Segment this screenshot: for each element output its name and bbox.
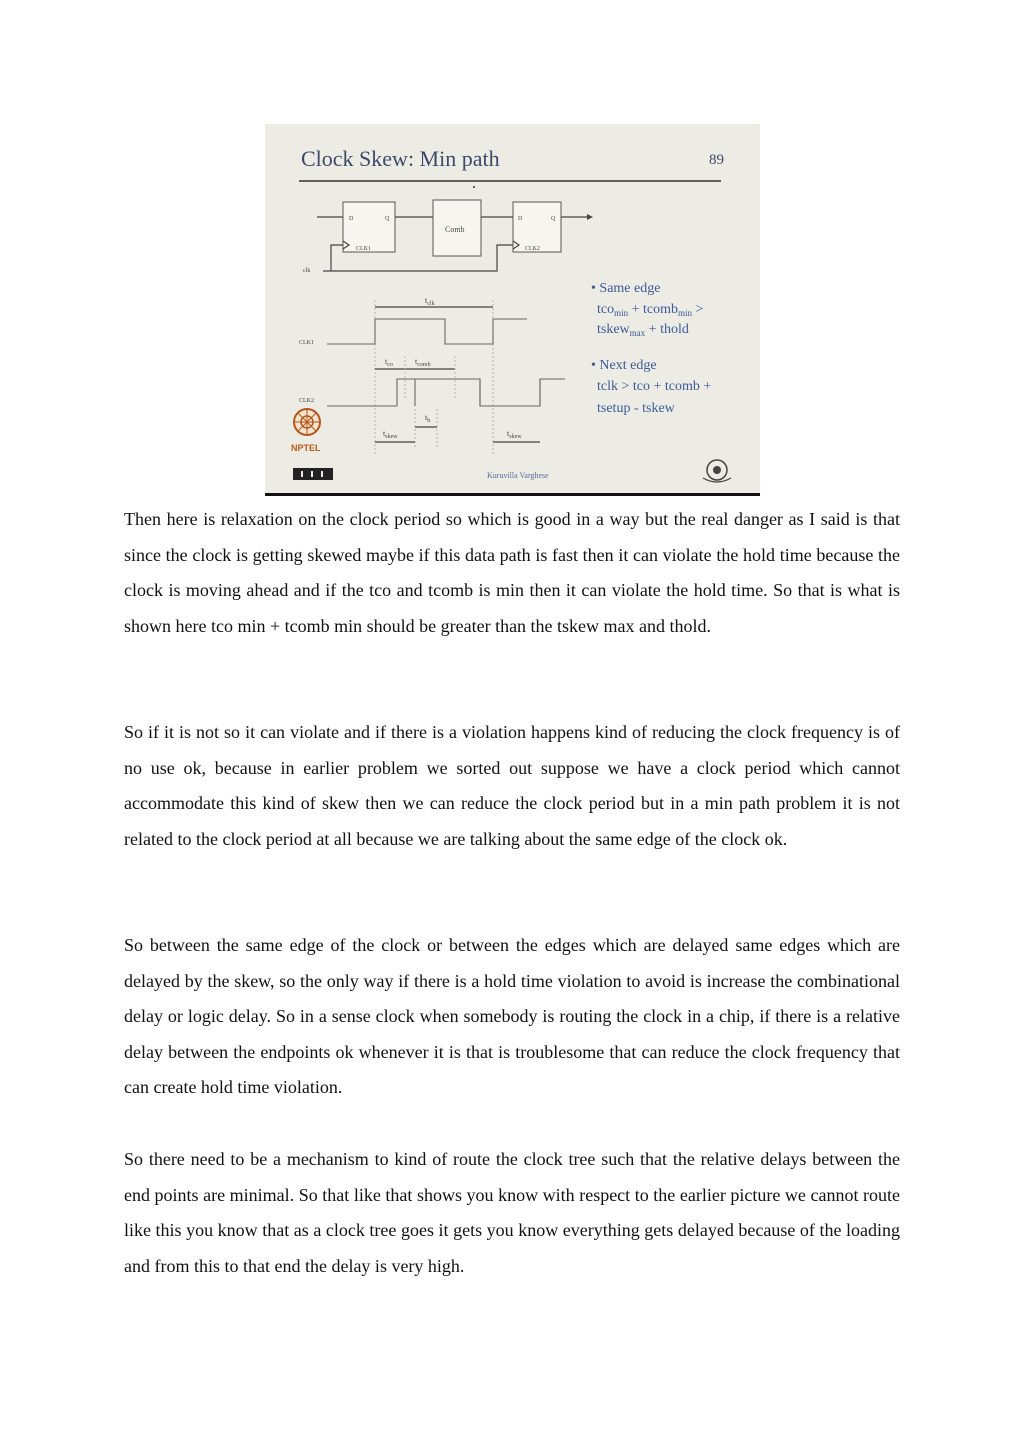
bullet-same-line-2: tskew$_{max}$ + thold bbox=[597, 322, 689, 338]
tclk-label: $t_{clk}$ bbox=[425, 296, 435, 307]
paragraph-1: Then here is relaxation on the clock period so which is good in a way but the real danger as I said is that since the clock is getting skewed maybe if this data path is fast then it can violate the hold time because the clock is moving ahead and if the tco and tcomb is min then it can violate the hold time. So that is what is shown here tco min + tcomb min should be greater than the tskew max and thold. bbox=[124, 509, 900, 636]
clk-label: clk bbox=[303, 268, 311, 274]
wave-clk2-label: CLK2 bbox=[299, 398, 314, 404]
data-waveform bbox=[415, 379, 540, 406]
ff1-q-label: Q bbox=[385, 216, 390, 222]
tco-label: $t_{co}$ bbox=[385, 357, 393, 368]
wave-clk1-label: CLK1 bbox=[299, 340, 314, 346]
clk1-waveform bbox=[327, 319, 527, 344]
q2-output-arrow bbox=[587, 214, 593, 220]
flip-flop-2 bbox=[513, 202, 561, 252]
flip-flop-1 bbox=[343, 202, 395, 252]
slide-author: Kuruvilla Varghese bbox=[487, 471, 549, 480]
bullet-next-line-2: tsetup - tskew bbox=[597, 401, 675, 416]
nptel-text: NPTEL bbox=[291, 443, 321, 453]
lecture-slide bbox=[265, 124, 760, 496]
paragraph-4: So there need to be a mechanism to kind of route the clock tree such that the relative delays between the end points are minimal. So that like that shows you know with respect to the earlier picture we cannot route like this you know that as a clock tree goes it gets you know everything gets delayed because of the loading and from this to that end the delay is very high. bbox=[124, 1149, 900, 1276]
slide-title: Clock Skew: Min path bbox=[301, 146, 500, 171]
ff2-d-label: D bbox=[518, 216, 523, 222]
nptel-logo bbox=[291, 409, 321, 453]
clk-wire-ff1 bbox=[331, 245, 343, 271]
ff2-q-label: Q bbox=[551, 216, 556, 222]
institute-emblem bbox=[703, 460, 731, 482]
comb-label: Comb bbox=[445, 225, 465, 234]
tskew-label-1: $t_{skew}$ bbox=[383, 429, 398, 440]
bullet-same-edge: • Same edge bbox=[591, 281, 661, 296]
tskew-label-2: $t_{skew}$ bbox=[507, 429, 522, 440]
paragraph-3: So between the same edge of the clock or between the edges which are delayed same edges which are delayed by the skew, so the only way if there is a hold time violation to avoid is increase the combinational delay or logic delay. So in a sense clock when somebody is routing the clock in a chip, if there is a relative delay between the endpoints ok whenever it is that is troublesome that can reduce the clock frequency that can create hold time violation. bbox=[124, 935, 900, 1098]
bullet-next-edge: • Next edge bbox=[591, 358, 657, 373]
ff1-d-label: D bbox=[349, 216, 354, 222]
tcomb-label: $t_{comb}$ bbox=[415, 357, 431, 368]
slide-figure bbox=[265, 124, 760, 493]
bullet-same-line-1: tco$_{min}$ + tcomb$_{min}$ > bbox=[597, 302, 704, 318]
bullet-next-line-1: tclk > tco + tcomb + bbox=[597, 379, 712, 394]
iit-wordmark bbox=[293, 468, 333, 480]
ff2-clk-label: CLK2 bbox=[525, 246, 540, 252]
paragraph-2: So if it is not so it can violate and if there is a violation happens kind of reducing the clock frequency is of no use ok, because in earlier problem we sorted out suppose we have a clock period which cannot accommodate this kind of skew then we can reduce the clock period but in a min path problem it is not related to the clock period at all because we are talking about the same edge of the clock ok. bbox=[124, 722, 900, 849]
slide-page-number: 89 bbox=[709, 152, 724, 168]
th-label: $t_h$ bbox=[425, 413, 431, 424]
ff1-clk-label: CLK1 bbox=[356, 246, 371, 252]
clk2-waveform bbox=[327, 379, 565, 406]
